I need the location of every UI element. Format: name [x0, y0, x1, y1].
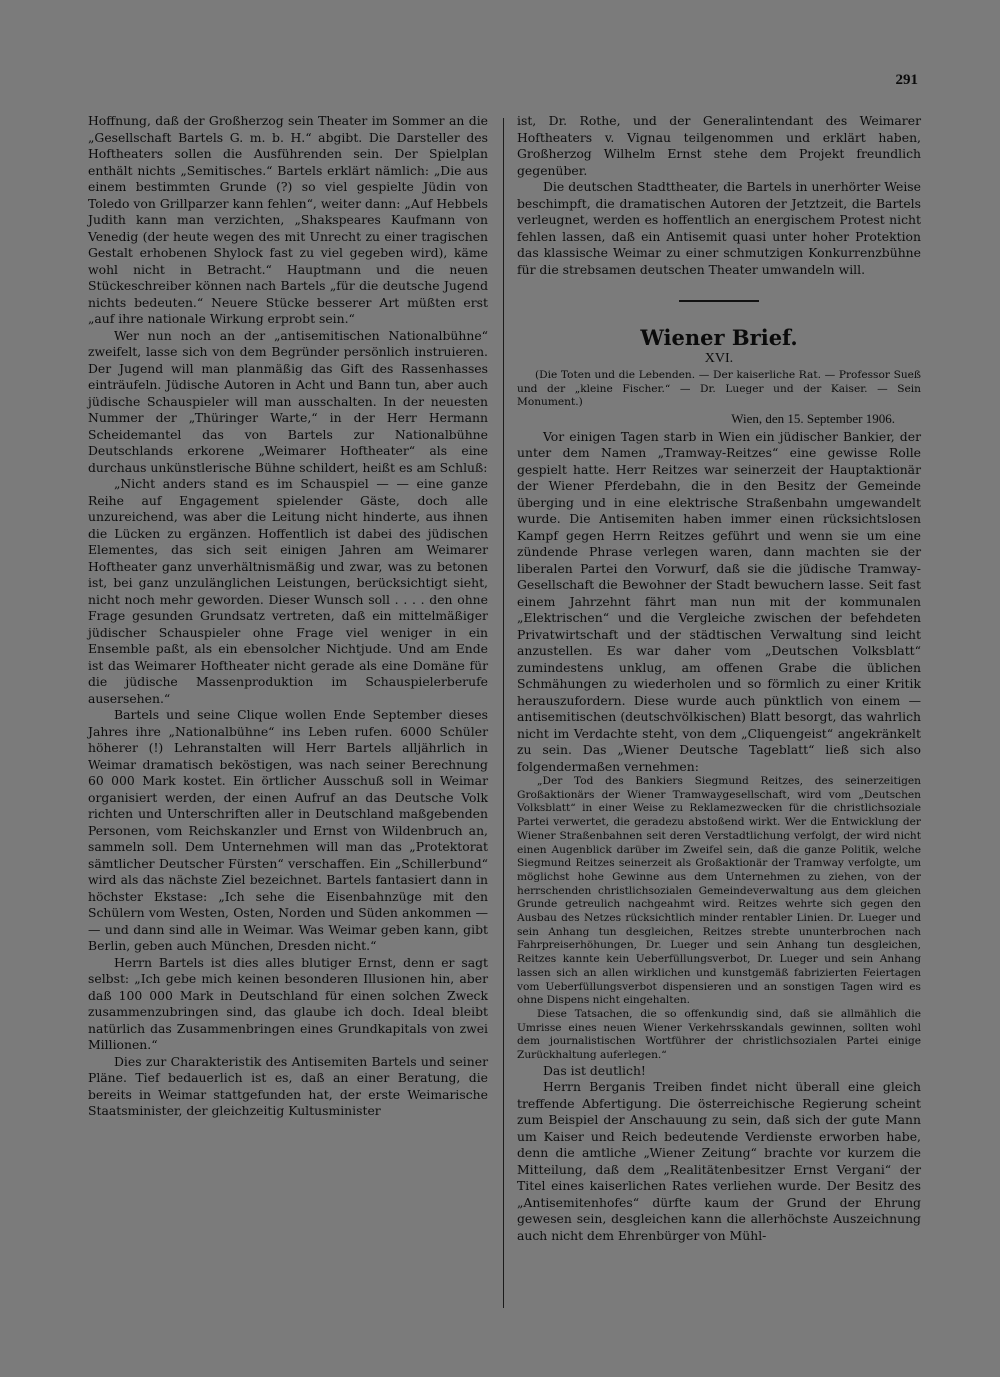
right-column: [517, 113, 921, 1244]
page-number: 291: [895, 72, 918, 88]
paragraph: Hoffnung, daß der Großherzog sein Theater im Sommer an die „Gesellschaft Bartels G. m. b. H.“ abgibt. Die Darsteller des Hoftheaters sollen die Ausführenden sein. Der Spielplan enthält nichts „Semitisches.“ Bartels erklärt nämlich: „Die aus einem bestimmten Grunde (?) so viel gespielte Jüdin von Toledo von Grillparzer kann fehlen“, weiter dann: „Auf Hebbels Judith kann man verzichten, „Shakspeares Kaufmann von Venedig (der heute wegen des mit Unrecht zu einer tragischen Gestalt erhobenen Shylock fast zu viel gegeben wird), käme wohl nicht in Betracht.“ Hauptmann und die neuen Stückeschreiber können nach Bartels „für die deutsche Jugend nichts bedeuten.“ Neuere Stücke besserer Art müßten erst „auf ihre nationale Wirkung erprobt sein.“: [88, 113, 488, 326]
article-subtitle: (Die Toten und die Lebenden. — Der kaiserliche Rat. — Professor Sueß und der „kleine Fischer.“ — Dr. Lueger und der Kaiser. — Sein Monument.): [517, 369, 921, 408]
section-separator: [679, 300, 759, 302]
left-column: [88, 113, 488, 1120]
paragraph: Herrn Berganis Treiben findet nicht überall eine gleich treffende Abfertigung. Die österreichische Regierung scheint zum Beispiel der Anschauung zu sein, daß sich der gute Mann um Kaiser und Reich bedeutende Verdienste erworben habe, denn die amtliche „Wiener Zeitung“ brachte vor kurzem die Mitteilung, daß dem „Realitätenbesitzer Ernst Vergani“ der Titel eines kaiserlichen Rates verliehen wurde. Der Besitz des „Antisemitenhofes“ dürfte kaum der Grund der Ehrung gewesen sein, desgleichen kann die allerhöchste Auszeichnung auch nicht dem Ehrenbürger von Mühl-: [517, 1079, 921, 1243]
article-number: XVI.: [704, 351, 734, 366]
quoted-paragraph: „Nicht anders stand es im Schauspiel — — eine ganze Reihe auf Engagement spielender Gäste, doch alle unzureichend, was aber die Leitung nicht hinderte, aus ihnen die Lücken zu ergänzen. Hoffentlich ist dabei des jüdischen Elementes, das sich seit einigen Jahren am Weimarer Hoftheater ganz unverhältnismäßig und zwar, was zu betonen ist, bei ganz unzulänglichen Leistungen, berücksichtigt sieht, nicht noch mehr geworden. Dieser Wunsch soll . . . . den ohne Frage gesunden Grundsatz vertreten, daß ein mittelmäßiger jüdischer Schauspieler ohne Frage viel weniger in ein Ensemble paßt, als ein ebensolcher Nichtjude. Und am Ende ist das Weimarer Hoftheater nicht gerade als eine Domäne für die jüdische Massenproduktion im Schauspielerberufe ausersehen.“: [88, 476, 488, 706]
article-title: Wiener Brief.: [640, 325, 798, 350]
column-divider: [503, 118, 504, 1308]
paragraph: Dies zur Charakteristik des Antisemiten Bartels und seiner Pläne. Tief bedauerlich ist es, daß an einer Beratung, die bereits in Weimar stattgefunden hat, der erste Weimarische Staatsminister, der gleichzeitig Kultusminister: [88, 1053, 488, 1118]
paragraph: Herrn Bartels ist dies alles blutiger Ernst, denn er sagt selbst: „Ich gebe mich keinen besonderen Illusionen hin, aber daß 100 000 Mark in Deutschland für einen solchen Zweck zusammenzubringen sind, das glaube ich doch. Ideal bleibt natürlich das Zusammenbringen eines Grundkapitals von zwei Millionen.“: [88, 954, 488, 1052]
quoted-paragraph: Diese Tatsachen, die so offenkundig sind, daß sie allmählich die Umrisse eines neuen Wiener Verkehrsskandals gewinnen, sollten wohl dem journalistischen Wortführer der christlichsozialen Partei einige Zurückhaltung auferlegen.“: [517, 1007, 921, 1062]
paragraph: Das ist deutlich!: [543, 1062, 646, 1078]
paragraph: ist, Dr. Rothe, und der Generalintendant des Weimarer Hoftheaters v. Vignau teilgenommen und erklärt haben, Großherzog Wilhelm Ernst stehe dem Projekt freundlich gegenüber.: [517, 113, 921, 178]
paragraph: Wer nun noch an der „antisemitischen Nationalbühne“ zweifelt, lasse sich von dem Begründer persönlich instruieren. Der Jugend will man planmäßig das Gift des Rassenhasses einträufeln. Jüdische Autoren in Acht und Bann tun, aber auch jüdische Schauspieler will man ausschalten. In der neuesten Nummer der „Thüringer Warte,“ in der Herr Hermann Scheidemantel das von Bartels zur Nationalbühne Deutschlands erkorene „Weimarer Hoftheater“ als eine durchaus unkünstlerische Bühne schildert, heißt es am Schluß:: [88, 327, 488, 475]
dateline: Wien, den 15. September 1906.: [731, 410, 895, 426]
paragraph: Die deutschen Stadttheater, die Bartels in unerhörter Weise beschimpft, die dramatischen Autoren der Jetztzeit, die Bartels verleugnet, werden es hoffentlich an energischem Protest nicht fehlen lassen, daß ein Antisemit quasi unter hoher Protektion das klassische Weimar zu einer schmutzigen Konkurrenzbühne für die strebsamen deutschen Theater umwandeln will.: [517, 179, 921, 277]
paragraph: Bartels und seine Clique wollen Ende September dieses Jahres ihre „Nationalbühne“ ins Leben rufen. 6000 Schüler höherer (!) Lehranstalten will Herr Bartels alljährlich in Weimar dramatisch beköstigen, was nach seiner Berechnung 60 000 Mark kostet. Ein örtlicher Ausschuß soll in Weimar organisiert werden, der einen Aufruf an das Deutsche Volk richten und Unterschriften aller in Deutschland maßgebenden Personen, vom Reichskanzler und Ernst von Wildenbruch an, sammeln soll. Dem Unternehmen will man das „Protektorat sämtlicher Deutscher Fürsten“ verschaffen. Ein „Schillerbund“ wird als das nächste Ziel bezeichnet. Bartels fantasiert dann in höchster Ekstase: „Ich sehe die Eisenbahnzüge mit den Schülern vom Westen, Osten, Norden und Süden ankommen — — und dann sind alle in Weimar. Was Weimar geben kann, gibt Berlin, geben auch München, Dresden nicht.“: [88, 707, 488, 953]
paragraph: Vor einigen Tagen starb in Wien ein jüdischer Bankier, der unter dem Namen „Tramway-Reitzes“ eine gewisse Rolle gespielt hatte. Herr Reitzes war seinerzeit der Hauptaktionär der Wiener Pferdebahn, die in den Besitz der Gemeinde überging und in eine elektrische Straßenbahn umgewandelt wurde. Die Antisemiten haben immer einen rücksichtslosen Kampf gegen Herrn Reitzes geführt und wenn sie um eine zündende Phrase verlegen waren, dann machten sie der liberalen Partei den Vorwurf, daß sie die jüdische Tramway-Gesellschaft die Bewohner der Stadt bewuchern lasse. Seit fast einem Jahrzehnt fährt man nun mit der kommunalen „Elektrischen“ und die Vergleiche zwischen der befehdeten Privatwirtschaft und der städtischen Verwaltung sind leicht anzustellen. Es war daher vom „Deutschen Volksblatt“ zumindestens unklug, am offenen Grabe die üblichen Schmähungen zu wiederholen und so förmlich zu einer Kritik herauszufordern. Diese wurde auch pünktlich von einem — antisemitischen (deutschvölkischen) Blatt besorgt, das wahrlich nicht im Verdachte steht, von dem „Cliquengeist“ angekränkelt zu sein. Das „Wiener Deutsche Tageblatt“ ließ sich also folgendermaßen vernehmen:: [517, 428, 921, 774]
quoted-paragraph: „Der Tod des Bankiers Siegmund Reitzes, des seinerzeitigen Großaktionärs der Wiener Tramwaygesellschaft, wird vom „Deutschen Volksblatt“ in einer Weise zu Reklamezwecken für die christlichsoziale Partei verwertet, die geradezu abstoßend wirkt. Wer die Entwicklung der Wiener Straßenbahnen seit deren Verstadtlichung verfolgt, der wird nicht einen Augenblick darüber im Zweifel sein, daß die ganze Politik, welche Siegmund Reitzes seinerzeit als Großaktionär der Tramway verfolgte, um möglichst hohe Gewinne aus dem Unternehmen zu ziehen, von der herrschenden christlichsozialen Gemeindeverwaltung aus dem gleichen Grunde getreulich nachgeahmt wird. Reitzes wehrte sich gegen den Ausbau des Netzes rücksichtlich minder rentabler Linien. Dr. Lueger und sein Anhang tun desgleichen, Reitzes strebte ununterbrochen nach Fahrpreiserhöhungen, Dr. Lueger und sein Anhang tun desgleichen, Reitzes kannte kein Ueberfüllungsverbot, Dr. Lueger und sein Anhang lassen sich an allen wirklichen und kunstgemäß fabrizierten Feiertagen vom Ueberfüllungsverbot dispensieren und an sonstigen Tagen wird es ohne Dispens nicht eingehalten.: [517, 775, 921, 1007]
